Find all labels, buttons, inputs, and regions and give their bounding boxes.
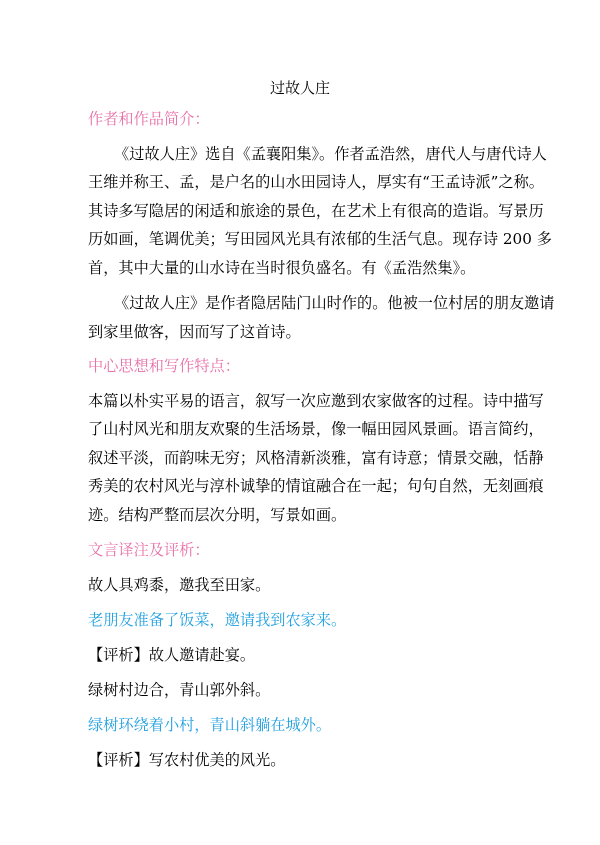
- background-line-2: 到家里做客，因而写了这首诗。: [88, 323, 301, 341]
- intro-line-2: 王维并称王、孟，是户名的山水田园诗人，厚实有“王孟诗派”之称。: [88, 173, 544, 191]
- translation-line-2: 绿树环绕着小村，青山斜躺在城外。: [88, 716, 331, 734]
- theme-line-1: 本篇以朴实平易的语言，叙写一次应邀到农家做客的过程。诗中描写: [88, 392, 544, 410]
- section-heading-intro: 作者和作品简介：: [88, 110, 210, 128]
- translation-line-1: 老朋友准备了饭菜，邀请我到农家来。: [88, 611, 347, 629]
- theme-line-2: 了山村风光和朋友欢聚的生活场景，像一幅田园风景画。语言简约，: [88, 420, 544, 438]
- theme-line-5: 迹。结构严整而层次分明，写景如画。: [88, 506, 347, 524]
- section-heading-theme: 中心思想和写作特点：: [88, 357, 240, 375]
- background-line-1: 《过故人庄》是作者隐居陆门山时作的。他被一位村居的朋友邀请: [114, 294, 555, 312]
- section-heading-annotation: 文言译注及评析：: [88, 541, 210, 559]
- intro-line-1: 《过故人庄》选自《孟襄阳集》。作者孟浩然，唐代人与唐代诗人: [114, 145, 547, 163]
- intro-line-3: 其诗多写隐居的闲适和旅途的景色，在艺术上有很高的造诣。写景历: [88, 202, 544, 220]
- intro-line-5: 首，其中大量的山水诗在当时很负盛名。有《孟浩然集》。: [88, 259, 476, 277]
- page-title: 过故人庄: [269, 79, 330, 97]
- verse-line-2: 绿树村边合，青山郭外斜。: [88, 681, 271, 699]
- verse-line-1: 故人具鸡黍，邀我至田家。: [88, 576, 271, 594]
- commentary-line-2: 【评析】写农村优美的风光。: [88, 751, 286, 769]
- intro-line-4: 历如画，笔调优美；写田园风光具有浓郁的生活气息。现存诗 200 多: [88, 230, 552, 248]
- theme-line-3: 叙述平淡，而韵味无穷；风格清新淡雅，富有诗意；情景交融，恬静: [88, 449, 544, 467]
- commentary-line-1: 【评析】故人邀请赴宴。: [88, 646, 256, 664]
- theme-line-4: 秀美的农村风光与淳朴诚挚的情谊融合在一起；句句自然，无刻画痕: [88, 477, 544, 495]
